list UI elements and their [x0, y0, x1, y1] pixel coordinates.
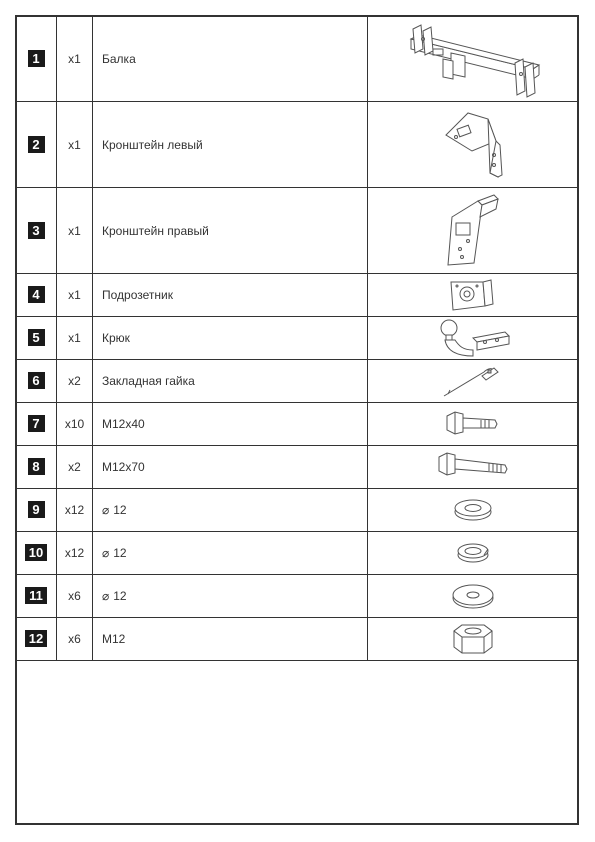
part-image-cell: [368, 360, 579, 403]
socket-plate-icon: [443, 276, 503, 314]
part-number: 2: [28, 136, 45, 153]
part-name-cell: [93, 532, 368, 575]
flat-washer-icon: [448, 495, 498, 525]
bolt-short-icon: [441, 408, 505, 440]
part-image-cell: [368, 489, 579, 532]
quantity-cell: x6: [57, 618, 93, 661]
part-name-cell: [93, 575, 368, 618]
quantity-cell: x2: [57, 446, 93, 489]
part-number: 4: [28, 286, 45, 303]
part-image-cell: [368, 317, 579, 360]
quantity-cell: x10: [57, 403, 93, 446]
hex-nut-icon: [446, 621, 500, 657]
part-name: 12: [113, 589, 127, 603]
parts-table: [15, 15, 579, 661]
quantity-cell: x1: [57, 317, 93, 360]
part-number: 6: [28, 372, 45, 389]
quantity-cell: x1: [57, 188, 93, 274]
part-image-cell: [368, 102, 579, 188]
part-name-cell: Закладная гайка: [93, 360, 368, 403]
part-number-cell: [16, 188, 57, 274]
table-row: [16, 489, 579, 532]
part-image-cell: [368, 16, 579, 102]
part-image-cell: [368, 618, 579, 661]
part-number-cell: [16, 489, 57, 532]
part-name: 12: [113, 503, 127, 517]
quantity-cell: x1: [57, 274, 93, 317]
diameter-symbol: ⌀: [102, 546, 110, 560]
part-name-cell: [93, 489, 368, 532]
table-row: [16, 446, 579, 489]
beam-icon: [403, 19, 543, 99]
quantity-cell: x6: [57, 575, 93, 618]
table-row: [16, 317, 579, 360]
quantity-cell: x12: [57, 532, 93, 575]
wide-washer-icon: [448, 579, 498, 613]
table-row: [16, 102, 579, 188]
part-name-cell: Крюк: [93, 317, 368, 360]
part-number-cell: [16, 360, 57, 403]
bolt-long-icon: [433, 451, 513, 483]
part-image-cell: [368, 188, 579, 274]
part-image-cell: [368, 575, 579, 618]
quantity-cell: x1: [57, 16, 93, 102]
part-number-cell: [16, 403, 57, 446]
table-row: [16, 188, 579, 274]
part-image-cell: [368, 446, 579, 489]
table-row: [16, 618, 579, 661]
table-row: [16, 360, 579, 403]
part-number: 12: [25, 630, 47, 647]
part-name-cell: Подрозетник: [93, 274, 368, 317]
diameter-symbol: ⌀: [102, 503, 110, 517]
table-row: [16, 532, 579, 575]
table-row: [16, 274, 579, 317]
table-row: [16, 575, 579, 618]
part-name-cell: Кронштейн правый: [93, 188, 368, 274]
part-number-cell: [16, 575, 57, 618]
diameter-symbol: ⌀: [102, 589, 110, 603]
quantity-cell: x12: [57, 489, 93, 532]
part-name-cell: Балка: [93, 16, 368, 102]
part-image-cell: [368, 532, 579, 575]
quantity-cell: x2: [57, 360, 93, 403]
part-number-cell: [16, 618, 57, 661]
part-name-cell: M12x40: [93, 403, 368, 446]
part-number-cell: [16, 16, 57, 102]
part-number: 7: [28, 415, 45, 432]
part-name-cell: Кронштейн левый: [93, 102, 368, 188]
part-name-cell: M12: [93, 618, 368, 661]
part-number-cell: [16, 532, 57, 575]
part-name: 12: [113, 546, 127, 560]
part-image-cell: [368, 403, 579, 446]
right-bracket-icon: [438, 191, 508, 271]
part-number: 3: [28, 222, 45, 239]
part-number-cell: [16, 446, 57, 489]
part-name-cell: M12x70: [93, 446, 368, 489]
part-number-cell: [16, 317, 57, 360]
part-number-cell: [16, 102, 57, 188]
part-number: 1: [28, 50, 45, 67]
part-number: 8: [28, 458, 45, 475]
tow-ball-icon: [433, 318, 513, 358]
insert-nut-icon: [438, 362, 508, 400]
quantity-cell: x1: [57, 102, 93, 188]
part-number: 11: [25, 587, 47, 604]
left-bracket-icon: [438, 105, 508, 185]
table-row: [16, 16, 579, 102]
part-image-cell: [368, 274, 579, 317]
part-number: 9: [28, 501, 45, 518]
part-number: 5: [28, 329, 45, 346]
table-row: [16, 403, 579, 446]
part-number-cell: [16, 274, 57, 317]
spring-washer-icon: [448, 538, 498, 568]
part-number: 10: [25, 544, 47, 561]
